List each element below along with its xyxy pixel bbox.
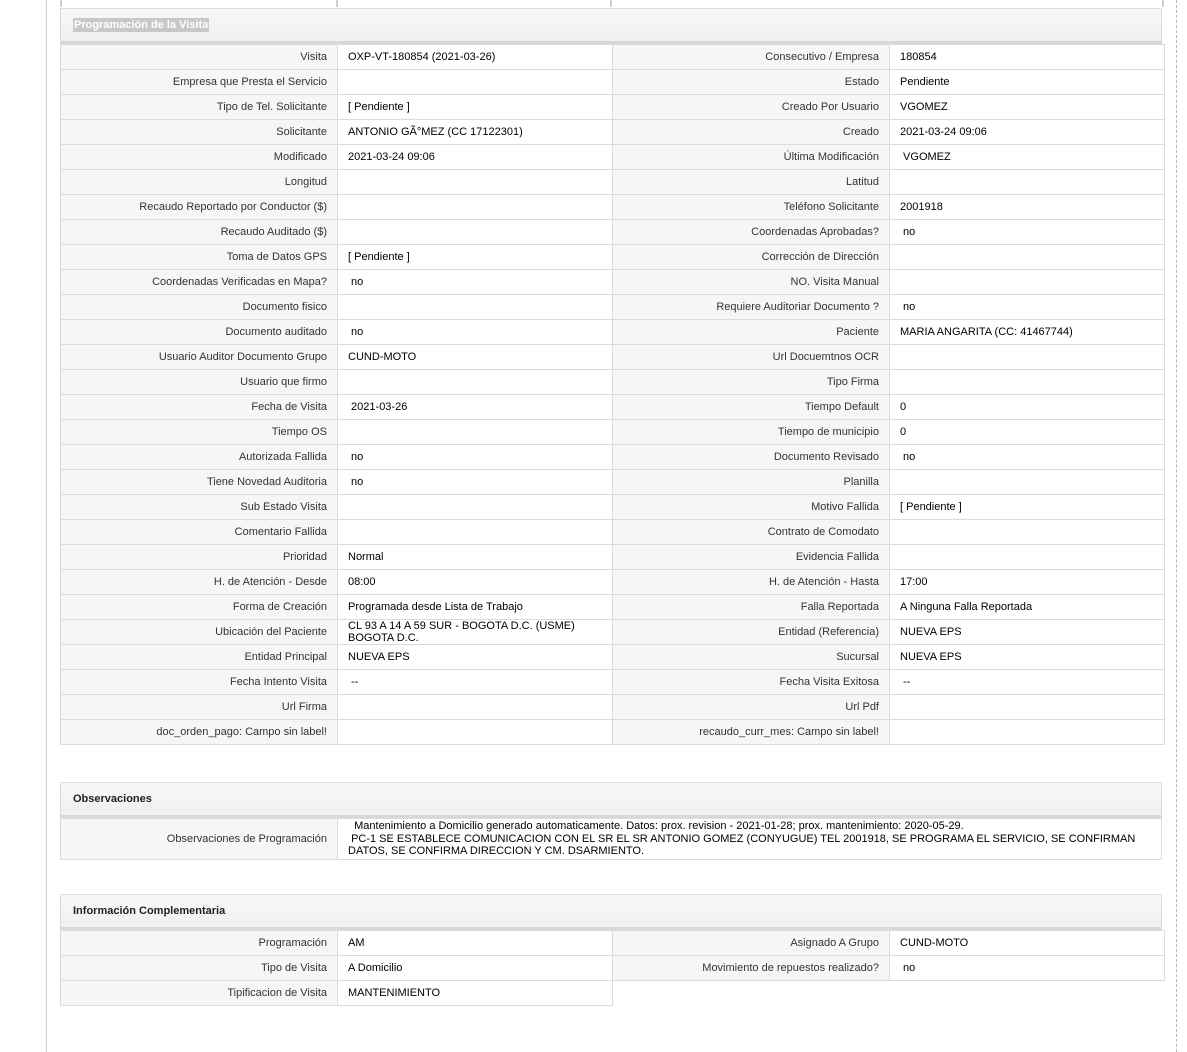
field-value — [338, 520, 613, 545]
empty-cell — [613, 981, 1165, 1006]
field-label: Coordenadas Verificadas en Mapa? — [61, 270, 338, 295]
complementaria-table — [60, 930, 1165, 1006]
table-row — [61, 570, 1165, 595]
field-value: no — [890, 445, 1165, 470]
table-row — [61, 270, 1165, 295]
table-row — [61, 645, 1165, 670]
field-value: A Ninguna Falla Reportada — [890, 595, 1165, 620]
table-row — [61, 195, 1165, 220]
field-label: Tiene Novedad Auditoria — [61, 470, 338, 495]
field-value — [890, 170, 1165, 195]
field-value — [890, 545, 1165, 570]
field-value: no — [338, 270, 613, 295]
field-label: Movimiento de repuestos realizado? — [613, 956, 890, 981]
field-label: Solicitante — [61, 120, 338, 145]
field-value: NUEVA EPS — [890, 620, 1165, 645]
field-label: Fecha de Visita — [61, 395, 338, 420]
field-value: OXP-VT-180854 (2021-03-26) — [338, 45, 613, 70]
field-label: Sucursal — [613, 645, 890, 670]
field-value: CUND-MOTO — [890, 931, 1165, 956]
field-label: Documento auditado — [61, 320, 338, 345]
field-label: Contrato de Comodato — [613, 520, 890, 545]
table-row — [61, 370, 1165, 395]
table-row — [61, 819, 1162, 860]
table-row — [61, 981, 1165, 1006]
field-value: CUND-MOTO — [338, 345, 613, 370]
page-left-border — [46, 0, 47, 1052]
table-row — [61, 420, 1165, 445]
field-value — [338, 220, 613, 245]
field-label: Teléfono Solicitante — [613, 195, 890, 220]
field-value: 0 — [890, 395, 1165, 420]
observaciones-table — [60, 818, 1162, 860]
field-value: 0 — [890, 420, 1165, 445]
table-row — [61, 445, 1165, 470]
field-value: 17:00 — [890, 570, 1165, 595]
field-label: Coordenadas Aprobadas? — [613, 220, 890, 245]
observaciones-line-2: PC-1 SE ESTABLECE COMUNICACION CON EL SR EL SR ANTONIO GOMEZ (CONYUGUE) TEL 2001918, SE PROGRAMA EL SERVICIO, SE CONFIRMAN DATOS, SE CONFIRMA DIRECCION Y CM. DSARMIENTO. — [348, 832, 1139, 857]
field-value: Normal — [338, 545, 613, 570]
field-label: Fecha Intento Visita — [61, 670, 338, 695]
table-row — [61, 956, 1165, 981]
top-table-edge — [336, 0, 338, 7]
field-label: doc_orden_pago: Campo sin label! — [61, 720, 338, 745]
field-value — [338, 495, 613, 520]
programacion-title: Programación de la Visita — [74, 19, 209, 31]
field-label: Tipo de Tel. Solicitante — [61, 95, 338, 120]
table-row — [61, 170, 1165, 195]
field-label: Creado — [613, 120, 890, 145]
field-value — [338, 195, 613, 220]
field-value — [338, 70, 613, 95]
field-value: -- — [890, 670, 1165, 695]
field-label: Tipo de Visita — [61, 956, 338, 981]
field-value — [890, 270, 1165, 295]
field-label: Url Pdf — [613, 695, 890, 720]
field-value: VGOMEZ — [890, 95, 1165, 120]
field-label: Entidad Principal — [61, 645, 338, 670]
field-label: Documento Revisado — [613, 445, 890, 470]
field-label: H. de Atención - Desde — [61, 570, 338, 595]
field-value — [338, 695, 613, 720]
observaciones-value — [338, 819, 1162, 860]
table-row — [61, 345, 1165, 370]
field-label: H. de Atención - Hasta — [613, 570, 890, 595]
field-label: Sub Estado Visita — [61, 495, 338, 520]
observaciones-line-1: Mantenimiento a Domicilio generado automaticamente. Datos: prox. revision - 2021-01-28; prox. mantenimiento: 2020-05-29. — [348, 820, 964, 832]
field-label: Visita — [61, 45, 338, 70]
field-label: Programación — [61, 931, 338, 956]
field-value: -- — [338, 670, 613, 695]
field-label: Modificado — [61, 145, 338, 170]
table-row — [61, 320, 1165, 345]
field-value: 180854 — [890, 45, 1165, 70]
table-row — [61, 595, 1165, 620]
field-value: Pendiente — [890, 70, 1165, 95]
field-value — [890, 470, 1165, 495]
field-value: NUEVA EPS — [890, 645, 1165, 670]
programacion-section — [60, 8, 1162, 745]
table-row — [61, 295, 1165, 320]
table-row — [61, 931, 1165, 956]
field-value — [890, 245, 1165, 270]
field-value — [338, 420, 613, 445]
field-value — [890, 720, 1165, 745]
table-row — [61, 520, 1165, 545]
field-value: 2021-03-24 09:06 — [890, 120, 1165, 145]
field-value: [ Pendiente ] — [338, 95, 613, 120]
field-value: no — [890, 956, 1165, 981]
table-row — [61, 670, 1165, 695]
field-label: Planilla — [613, 470, 890, 495]
programacion-header — [60, 8, 1162, 44]
field-label: Empresa que Presta el Servicio — [61, 70, 338, 95]
field-value: no — [338, 445, 613, 470]
field-value: Programada desde Lista de Trabajo — [338, 595, 613, 620]
field-label: Fecha Visita Exitosa — [613, 670, 890, 695]
field-value: ANTONIO GÃ°MEZ (CC 17122301) — [338, 120, 613, 145]
field-value: [ Pendiente ] — [338, 245, 613, 270]
page-right-border — [1176, 0, 1177, 1052]
field-value: NUEVA EPS — [338, 645, 613, 670]
field-label: Motivo Fallida — [613, 495, 890, 520]
observaciones-section — [60, 782, 1162, 860]
field-label: Última Modificación — [613, 145, 890, 170]
field-value: MANTENIMIENTO — [338, 981, 613, 1006]
field-value: [ Pendiente ] — [890, 495, 1165, 520]
field-label: Tipificacion de Visita — [61, 981, 338, 1006]
field-label: Tiempo de municipio — [613, 420, 890, 445]
field-value: no — [890, 295, 1165, 320]
top-table-edge — [1162, 0, 1164, 7]
complementaria-title: Información Complementaria — [73, 905, 226, 917]
observaciones-header — [60, 782, 1162, 818]
field-label: Falla Reportada — [613, 595, 890, 620]
field-label: Estado — [613, 70, 890, 95]
field-label: Usuario que firmo — [61, 370, 338, 395]
table-row — [61, 720, 1165, 745]
field-label: Tiempo Default — [613, 395, 890, 420]
field-value: 2001918 — [890, 195, 1165, 220]
field-label: Creado Por Usuario — [613, 95, 890, 120]
top-table-edge — [60, 0, 62, 7]
field-value — [890, 695, 1165, 720]
table-row — [61, 95, 1165, 120]
field-value: MARIA ANGARITA (CC: 41467744) — [890, 320, 1165, 345]
field-label: Requiere Auditoriar Documento ? — [613, 295, 890, 320]
table-row — [61, 470, 1165, 495]
field-label: Tiempo OS — [61, 420, 338, 445]
field-value — [890, 345, 1165, 370]
table-row — [61, 495, 1165, 520]
table-row — [61, 220, 1165, 245]
field-label: Autorizada Fallida — [61, 445, 338, 470]
table-row — [61, 70, 1165, 95]
field-value: AM — [338, 931, 613, 956]
field-value: VGOMEZ — [890, 145, 1165, 170]
field-label: Asignado A Grupo — [613, 931, 890, 956]
table-row — [61, 120, 1165, 145]
field-value — [890, 520, 1165, 545]
table-row — [61, 395, 1165, 420]
table-row — [61, 545, 1165, 570]
table-row — [61, 695, 1165, 720]
field-value: CL 93 A 14 A 59 SUR - BOGOTA D.C. (USME) BOGOTA D.C. — [338, 620, 613, 645]
table-row — [61, 45, 1165, 70]
field-label: recaudo_curr_mes: Campo sin label! — [613, 720, 890, 745]
field-value: no — [338, 470, 613, 495]
field-label: Prioridad — [61, 545, 338, 570]
field-label: Url Firma — [61, 695, 338, 720]
complementaria-section — [60, 894, 1162, 1006]
field-label: Corrección de Dirección — [613, 245, 890, 270]
field-label: Longitud — [61, 170, 338, 195]
field-label: Documento fisico — [61, 295, 338, 320]
field-value — [338, 170, 613, 195]
programacion-table — [60, 44, 1165, 745]
table-row — [61, 620, 1165, 645]
observaciones-title: Observaciones — [73, 793, 152, 805]
field-label: Forma de Creación — [61, 595, 338, 620]
observaciones-label: Observaciones de Programación — [61, 819, 338, 860]
field-value: 2021-03-26 — [338, 395, 613, 420]
field-label: Entidad (Referencia) — [613, 620, 890, 645]
table-row — [61, 145, 1165, 170]
field-value: A Domicilio — [338, 956, 613, 981]
field-label: Evidencia Fallida — [613, 545, 890, 570]
field-label: Recaudo Auditado ($) — [61, 220, 338, 245]
field-label: Url Docuemtnos OCR — [613, 345, 890, 370]
field-value: 2021-03-24 09:06 — [338, 145, 613, 170]
field-value: 08:00 — [338, 570, 613, 595]
field-label: Paciente — [613, 320, 890, 345]
field-label: Comentario Fallida — [61, 520, 338, 545]
field-label: Toma de Datos GPS — [61, 245, 338, 270]
field-value — [338, 720, 613, 745]
table-row — [61, 245, 1165, 270]
field-label: Ubicación del Paciente — [61, 620, 338, 645]
field-label: Latitud — [613, 170, 890, 195]
field-value — [338, 370, 613, 395]
field-value: no — [338, 320, 613, 345]
field-label: Recaudo Reportado por Conductor ($) — [61, 195, 338, 220]
field-label: Consecutivo / Empresa — [613, 45, 890, 70]
complementaria-header — [60, 894, 1162, 930]
field-value — [338, 295, 613, 320]
field-label: NO. Visita Manual — [613, 270, 890, 295]
field-label: Tipo Firma — [613, 370, 890, 395]
field-value: no — [890, 220, 1165, 245]
field-label: Usuario Auditor Documento Grupo — [61, 345, 338, 370]
field-value — [890, 370, 1165, 395]
top-table-edge — [610, 0, 612, 7]
